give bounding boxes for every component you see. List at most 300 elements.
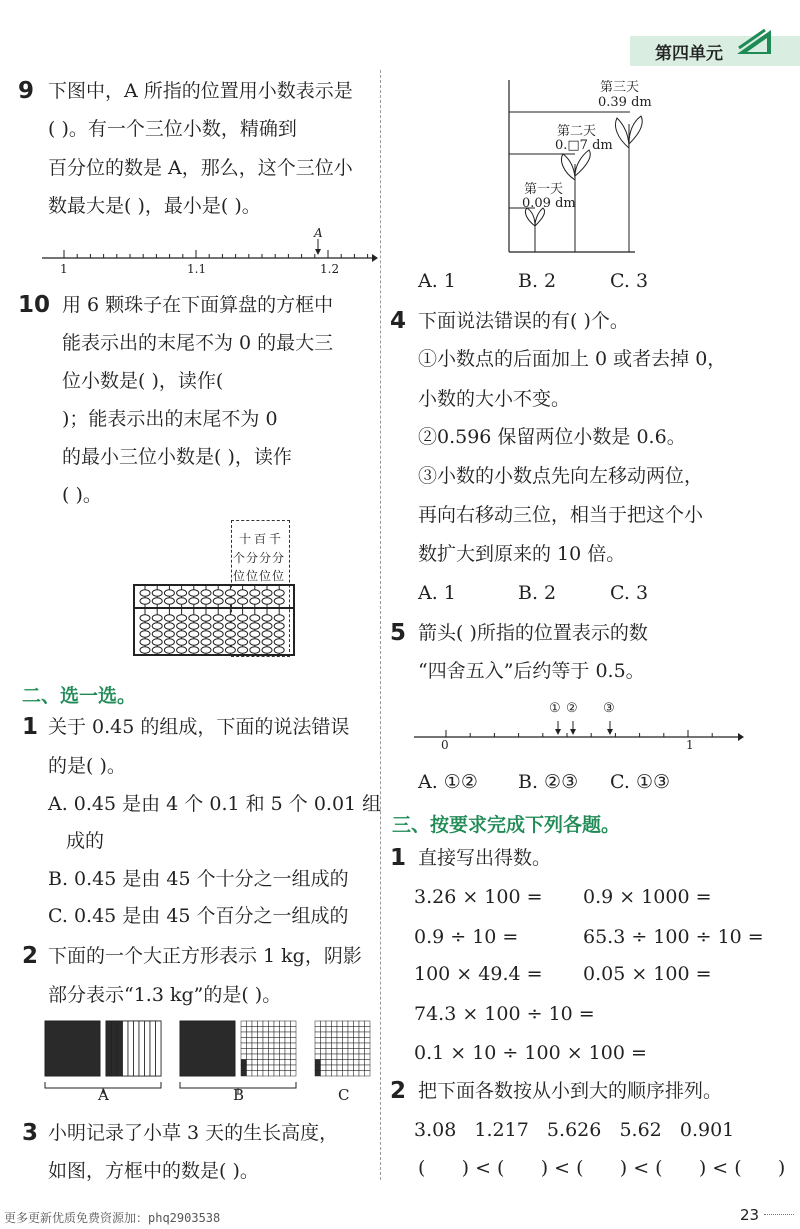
abacus-bead: [177, 590, 187, 597]
q2-grid-cell-b: [280, 1054, 286, 1060]
q2-grid-cell-b: [274, 1032, 280, 1038]
question-9-number: 9: [18, 78, 35, 104]
q2-grid-cell-c: [337, 1032, 343, 1038]
q2-grid-cell-b: [274, 1071, 280, 1077]
abacus-bead: [238, 623, 248, 630]
q2-grid-cell-c: [337, 1071, 343, 1077]
q2-grid-cell-c: [365, 1060, 371, 1066]
q2-grid-cell-c: [354, 1054, 360, 1060]
q10-line-6: ( )。: [62, 484, 102, 506]
q2-grid-cell-c: [365, 1065, 371, 1071]
q2-grid-cell-c: [348, 1032, 354, 1038]
question-3-number: 3: [22, 1120, 39, 1146]
q2-grid-cell-c: [359, 1071, 365, 1077]
q2-grid-cell-b: [241, 1071, 247, 1077]
q2-grid-cell-b: [269, 1032, 275, 1038]
q2-grid-cell-b: [258, 1054, 264, 1060]
q1-line-2: 的是( )。: [48, 755, 126, 777]
eq-6: 0.05 × 100 =: [583, 963, 712, 985]
q5-tick-label-0: 0: [441, 738, 449, 752]
q2-grid-cell-b: [247, 1038, 253, 1044]
q2-grid-cell-c: [348, 1065, 354, 1071]
q2-grid-cell-c: [332, 1043, 338, 1049]
unit-title: 第四单元: [655, 44, 723, 64]
q2-grid-cell-b: [252, 1043, 258, 1049]
abacus-bead: [225, 590, 235, 597]
q9-pointer-label: A: [314, 226, 323, 240]
q2-grid-cell-b: [241, 1032, 247, 1038]
question-1-number: 1: [22, 714, 39, 740]
q2-grid-cell-b: [269, 1065, 275, 1071]
abacus-bead: [262, 639, 272, 646]
abacus-bead: [238, 647, 248, 654]
abacus-bead: [177, 639, 187, 646]
abacus-bead: [274, 590, 284, 597]
q2-grid-cell-b: [285, 1054, 291, 1060]
q4-line-1: 下面说法错误的有( )个。: [418, 310, 629, 332]
q2-grid-cell-c: [354, 1049, 360, 1055]
q2-grid-cell-c: [348, 1038, 354, 1044]
q9-tick-label-1: 1: [60, 262, 68, 276]
q2-grid-cell-c: [354, 1043, 360, 1049]
q2-grid-cell-c: [354, 1065, 360, 1071]
abacus-bead: [262, 631, 272, 638]
q2-grid-cell-b: [247, 1054, 253, 1060]
abacus-bead: [213, 615, 223, 622]
q2-grid-cell-c: [321, 1054, 327, 1060]
abacus-bead: [164, 631, 174, 638]
q2-grid-cell-c: [321, 1065, 327, 1071]
q2-grid-cell-b: [274, 1043, 280, 1049]
plant-day2-height: 0.□7 dm: [555, 138, 613, 153]
q2-grid-cell-b: [252, 1021, 258, 1027]
q2-grid-cell-b: [280, 1071, 286, 1077]
q2-grid-cell-b: [291, 1043, 297, 1049]
q10-line-4: )；能表示出的末尾不为 0: [62, 408, 278, 430]
abacus-bead: [201, 631, 211, 638]
q4-line-4: ②0.596 保留两位小数是 0.6。: [418, 426, 686, 448]
q9-line-4: 数最大是( )，最小是( )。: [48, 195, 261, 217]
question-4-number: 4: [390, 308, 407, 334]
abacus-bead: [213, 590, 223, 597]
q2-grid-cell-b: [269, 1049, 275, 1055]
abacus-bead: [177, 631, 187, 638]
q2-grid-cell-b: [252, 1065, 258, 1071]
abacus-bead: [152, 590, 162, 597]
q3-option-b: B. 2: [518, 270, 557, 292]
q2-grid-cell-c: [337, 1049, 343, 1055]
abacus-bead: [250, 615, 260, 622]
q2-grid-cell-c: [332, 1021, 338, 1027]
q2-grid-cell-c: [365, 1038, 371, 1044]
q2-grid-cell-b: [252, 1027, 258, 1033]
abacus-bead: [225, 615, 235, 622]
abacus-bead: [140, 647, 150, 654]
abacus-bead: [213, 631, 223, 638]
abacus-bead: [274, 647, 284, 654]
abacus-bead: [201, 639, 211, 646]
q2-grid-cell-c: [332, 1071, 338, 1077]
q2-grid-cell-b: [274, 1054, 280, 1060]
q2-grid-cell-b: [269, 1027, 275, 1033]
q2-grid-cell-c: [365, 1049, 371, 1055]
q2-grid-cell-b: [280, 1043, 286, 1049]
abacus-place-label-2: 个分分分: [233, 551, 286, 565]
q5-line-1: 箭头( )所指的位置表示的数: [418, 622, 648, 644]
q10-line-5: 的最小三位小数是( )，读作: [62, 446, 292, 468]
q2-grid-cell-b: [241, 1054, 247, 1060]
q2-grid-cell-c: [326, 1071, 332, 1077]
q2-grid-cell-b: [269, 1043, 275, 1049]
abacus-bead: [201, 615, 211, 622]
abacus-bead: [274, 639, 284, 646]
abacus-bead: [164, 598, 174, 605]
q2-grid-cell-b: [241, 1065, 247, 1071]
abacus-bead: [213, 639, 223, 646]
abacus-bead: [140, 639, 150, 646]
q5-marker-3: ③: [603, 701, 615, 716]
q2-grid-cell-b: [258, 1043, 264, 1049]
q2-grid-cell-b: [285, 1049, 291, 1055]
q2-grid-cell-c: [348, 1027, 354, 1033]
abacus-bead: [189, 639, 199, 646]
q2-grid-cell-c: [359, 1060, 365, 1066]
q2-grid-cell-c: [326, 1054, 332, 1060]
abacus-bead: [140, 615, 150, 622]
abacus-bead: [238, 631, 248, 638]
q2-grid-cell-c: [343, 1038, 349, 1044]
q2-grid-cell-c: [365, 1032, 371, 1038]
q2-grid-cell-c: [354, 1027, 360, 1033]
q2-grid-cell-c: [343, 1060, 349, 1066]
q2-grid-cell-c: [354, 1071, 360, 1077]
q2-grid-cell-c: [315, 1071, 321, 1077]
abacus-bead: [262, 590, 272, 597]
q2-grid-cell-c: [348, 1021, 354, 1027]
q2-grid-cell-b: [269, 1038, 275, 1044]
ruler-logo-icon: [735, 26, 775, 56]
q2-grid-cell-b: [291, 1071, 297, 1077]
q2-grid-cell-b: [280, 1032, 286, 1038]
abacus-bead: [164, 639, 174, 646]
plant-day1-label: 第一天: [524, 182, 564, 197]
abacus-bead: [189, 631, 199, 638]
q2-grid-cell-b: [247, 1032, 253, 1038]
q2-grid-cell-b: [241, 1049, 247, 1055]
q1-option-a-cont: 成的: [66, 830, 105, 852]
question-2-number: 2: [22, 943, 39, 969]
abacus-bead: [213, 623, 223, 630]
q2-grid-cell-b: [263, 1060, 269, 1066]
abacus-bead: [164, 615, 174, 622]
q2-grid-cell-b: [241, 1043, 247, 1049]
q2-grid-cell-b: [252, 1060, 258, 1066]
q3-option-c: C. 3: [610, 270, 649, 292]
q2-grid-cell-b: [274, 1065, 280, 1071]
q2-figure: [40, 1016, 375, 1106]
q4-line-3: 小数的大小不变。: [418, 388, 571, 410]
q2-grid-cell-c: [321, 1049, 327, 1055]
q2-grid-cell-c: [321, 1032, 327, 1038]
q2-grid-cell-b: [285, 1032, 291, 1038]
q2-grid-cell-c: [359, 1043, 365, 1049]
q2-grid-cell-c: [343, 1071, 349, 1077]
q2-grid-cell-b: [258, 1060, 264, 1066]
section-2-heading: 二、选一选。: [22, 685, 137, 707]
q5-option-a: A. ①②: [418, 771, 478, 793]
q2-grid-cell-b: [274, 1049, 280, 1055]
q9-tick-label-2: 1.1: [187, 262, 207, 276]
abacus-place-label-3: 位位位位: [233, 569, 286, 583]
abacus-bead: [262, 623, 272, 630]
q10-line-2: 能表示出的末尾不为 0 的最大三: [62, 332, 334, 354]
q2-grid-cell-b: [280, 1021, 286, 1027]
q2-grid-cell-c: [321, 1038, 327, 1044]
abacus-bead: [177, 598, 187, 605]
q2-grid-cell-c: [348, 1071, 354, 1077]
abacus-bead: [250, 639, 260, 646]
abacus-bead: [274, 615, 284, 622]
q2-grid-cell-c: [365, 1027, 371, 1033]
q2-grid-cell-c: [348, 1049, 354, 1055]
abacus-place-label-1: 十百千: [239, 532, 285, 546]
q2-grid-cell-b: [241, 1038, 247, 1044]
q2-grid-cell-c: [321, 1043, 327, 1049]
q2-grid-cell-b: [241, 1060, 247, 1066]
q2-grid-cell-b: [269, 1060, 275, 1066]
q2-strip: [112, 1021, 118, 1076]
eq-1: 3.26 × 100 =: [414, 886, 543, 908]
q2-grid-cell-c: [359, 1049, 365, 1055]
q2-grid-cell-c: [343, 1065, 349, 1071]
question-10-number: 10: [18, 292, 51, 318]
q4-line-7: 数扩大到原来的 10 倍。: [418, 543, 626, 565]
task-1-number: 1: [390, 845, 407, 871]
q2-grid-cell-b: [285, 1027, 291, 1033]
q2-grid-cell-c: [315, 1038, 321, 1044]
q2-grid-cell-c: [348, 1043, 354, 1049]
q9-line-1: 下图中，A 所指的位置用小数表示是: [48, 80, 353, 102]
q2-grid-cell-b: [274, 1038, 280, 1044]
q2-grid-cell-c: [343, 1043, 349, 1049]
q2-grid-cell-c: [315, 1054, 321, 1060]
task-2-numbers: 3.08 1.217 5.626 5.62 0.901: [414, 1119, 735, 1141]
q2-grid-cell-c: [326, 1060, 332, 1066]
q2-grid-cell-c: [359, 1032, 365, 1038]
q4-option-a: A. 1: [418, 582, 456, 604]
q2-grid-cell-b: [241, 1027, 247, 1033]
q2-grid-cell-b: [247, 1043, 253, 1049]
q2-label-a: A: [98, 1086, 109, 1104]
q2-grid-cell-c: [315, 1027, 321, 1033]
q5-tick-label-1: 1: [686, 738, 694, 752]
q10-line-1: 用 6 颗珠子在下面算盘的方框中: [62, 294, 334, 316]
q2-grid-cell-c: [332, 1049, 338, 1055]
abacus-bead: [225, 639, 235, 646]
abacus-bead: [140, 598, 150, 605]
column-divider: [380, 70, 381, 1180]
q4-line-5: ③小数的小数点先向左移动两位，: [418, 465, 704, 487]
abacus-bead: [152, 639, 162, 646]
task-2-number: 2: [390, 1078, 407, 1104]
q1-option-a: A. 0.45 是由 4 个 0.1 和 5 个 0.01 组: [48, 793, 382, 815]
q2-grid-cell-c: [332, 1054, 338, 1060]
q2-grid-cell-c: [326, 1049, 332, 1055]
abacus-bead: [201, 590, 211, 597]
abacus-bead: [189, 598, 199, 605]
q2-grid-cell-b: [280, 1049, 286, 1055]
abacus-bead: [213, 647, 223, 654]
q2-grid-cell-b: [263, 1049, 269, 1055]
page-number-decoration: [764, 1214, 794, 1218]
abacus-bead: [177, 623, 187, 630]
q2-grid-cell-b: [263, 1021, 269, 1027]
abacus-bead: [152, 615, 162, 622]
abacus-bead: [140, 631, 150, 638]
abacus-bead: [201, 647, 211, 654]
abacus-bead: [152, 647, 162, 654]
q2-grid-cell-b: [285, 1071, 291, 1077]
q2-grid-cell-b: [291, 1021, 297, 1027]
q2-strip: [145, 1021, 151, 1076]
q9-line-3: 百分位的数是 A，那么，这个三位小: [48, 157, 353, 179]
q2-grid-cell-c: [315, 1049, 321, 1055]
q9-line-2: ( )。有一个三位小数，精确到: [48, 118, 297, 140]
abacus-bead: [250, 598, 260, 605]
q2-grid-cell-c: [315, 1032, 321, 1038]
q1-option-c: C. 0.45 是由 45 个百分之一组成的: [48, 905, 349, 927]
q2-label-b: B: [233, 1086, 245, 1104]
q3-line-2: 如图，方框中的数是( )。: [48, 1160, 259, 1182]
q2-grid-cell-c: [321, 1060, 327, 1066]
q2-grid-cell-b: [258, 1049, 264, 1055]
q2-grid-cell-b: [252, 1071, 258, 1077]
q10-line-3: 位小数是( )，读作(: [62, 370, 224, 392]
task-1-title: 直接写出得数。: [418, 847, 552, 869]
q2-grid-cell-c: [332, 1027, 338, 1033]
q2-grid-cell-b: [247, 1060, 253, 1066]
q2-grid-cell-c: [359, 1027, 365, 1033]
q2-grid-cell-b: [280, 1038, 286, 1044]
abacus-bead: [250, 623, 260, 630]
eq-8: 0.1 × 10 ÷ 100 × 100 =: [414, 1042, 647, 1064]
q2-grid-cell-b: [285, 1065, 291, 1071]
abacus-bead: [189, 647, 199, 654]
abacus-bead: [225, 623, 235, 630]
q2-grid-cell-c: [359, 1038, 365, 1044]
q3-option-a: A. 1: [418, 270, 456, 292]
q2-grid-cell-c: [365, 1021, 371, 1027]
q2-grid-cell-c: [365, 1054, 371, 1060]
q5-option-b: B. ②③: [518, 771, 579, 793]
q2-grid-cell-b: [285, 1038, 291, 1044]
q2-grid-cell-c: [354, 1060, 360, 1066]
plant-day3-label: 第三天: [600, 80, 640, 95]
q2-grid-cell-c: [337, 1043, 343, 1049]
q2-grid-cell-c: [321, 1021, 327, 1027]
q2-grid-cell-b: [291, 1054, 297, 1060]
abacus-bead: [250, 590, 260, 597]
abacus-bead: [164, 623, 174, 630]
abacus-bead: [225, 631, 235, 638]
q2-grid-cell-b: [252, 1032, 258, 1038]
abacus-bead: [213, 598, 223, 605]
q3-line-1: 小明记录了小草 3 天的生长高度，: [48, 1122, 339, 1144]
q2-grid-cell-c: [348, 1060, 354, 1066]
abacus-bead: [225, 647, 235, 654]
q2-grid-cell-b: [285, 1060, 291, 1066]
q2-grid-cell-b: [291, 1049, 297, 1055]
abacus-bead: [189, 623, 199, 630]
q2-grid-cell-b: [263, 1043, 269, 1049]
q2-grid-cell-c: [343, 1054, 349, 1060]
q2-grid-cell-c: [343, 1021, 349, 1027]
q2-grid-cell-c: [337, 1027, 343, 1033]
q2-grid-cell-c: [343, 1049, 349, 1055]
q2-strip: [106, 1021, 112, 1076]
question-5-number: 5: [390, 620, 407, 646]
q2-grid-cell-b: [274, 1021, 280, 1027]
q2-grid-cell-b: [280, 1060, 286, 1066]
plant-day3-height: 0.39 dm: [598, 95, 652, 110]
q2-grid-cell-b: [247, 1049, 253, 1055]
abacus-bead: [225, 598, 235, 605]
q2-line-2: 部分表示“1.3 kg”的是( )。: [48, 984, 282, 1006]
plant-day1-height: 0.09 dm: [522, 196, 576, 211]
q2-grid-cell-b: [274, 1060, 280, 1066]
abacus-bead: [140, 623, 150, 630]
q2-grid-cell-b: [258, 1038, 264, 1044]
abacus-bead: [238, 590, 248, 597]
q4-option-b: B. 2: [518, 582, 557, 604]
q5-marker-1: ①: [549, 701, 561, 716]
footer-note: 更多更新优质免费资源加：phq2903538: [4, 1211, 221, 1225]
q2-grid-cell-c: [326, 1021, 332, 1027]
abacus-bead: [152, 631, 162, 638]
q1-line-1: 关于 0.45 的组成，下面的说法错误: [48, 716, 350, 738]
abacus-bead: [152, 598, 162, 605]
q2-grid-cell-b: [280, 1027, 286, 1033]
abacus-bead: [274, 623, 284, 630]
task-2-title: 把下面各数按从小到大的顺序排列。: [418, 1080, 723, 1102]
q2-grid-cell-c: [337, 1038, 343, 1044]
q2-grid-cell-c: [315, 1060, 321, 1066]
abacus-bead: [189, 590, 199, 597]
q2-grid-cell-b: [291, 1065, 297, 1071]
q2-grid-cell-c: [332, 1032, 338, 1038]
abacus-bead: [177, 647, 187, 654]
q2-grid-cell-c: [315, 1021, 321, 1027]
q2-strip: [139, 1021, 145, 1076]
abacus-bead: [262, 615, 272, 622]
q2-grid-cell-b: [252, 1038, 258, 1044]
q2-grid-cell-b: [263, 1038, 269, 1044]
q2-grid-cell-b: [252, 1049, 258, 1055]
q2-grid-cell-b: [291, 1038, 297, 1044]
q2-grid-cell-b: [258, 1021, 264, 1027]
abacus-bead: [238, 615, 248, 622]
abacus-bead: [250, 631, 260, 638]
q2-grid-cell-b: [269, 1071, 275, 1077]
q2-grid-cell-c: [337, 1060, 343, 1066]
q2-grid-cell-c: [354, 1032, 360, 1038]
q2-grid-cell-c: [326, 1038, 332, 1044]
q2-grid-cell-c: [326, 1032, 332, 1038]
task-2-blanks: ( ) < ( ) < ( ) < ( ) < ( ): [418, 1157, 786, 1179]
q2-grid-cell-c: [337, 1021, 343, 1027]
q2-grid-cell-b: [285, 1021, 291, 1027]
q2-grid-cell-c: [359, 1021, 365, 1027]
